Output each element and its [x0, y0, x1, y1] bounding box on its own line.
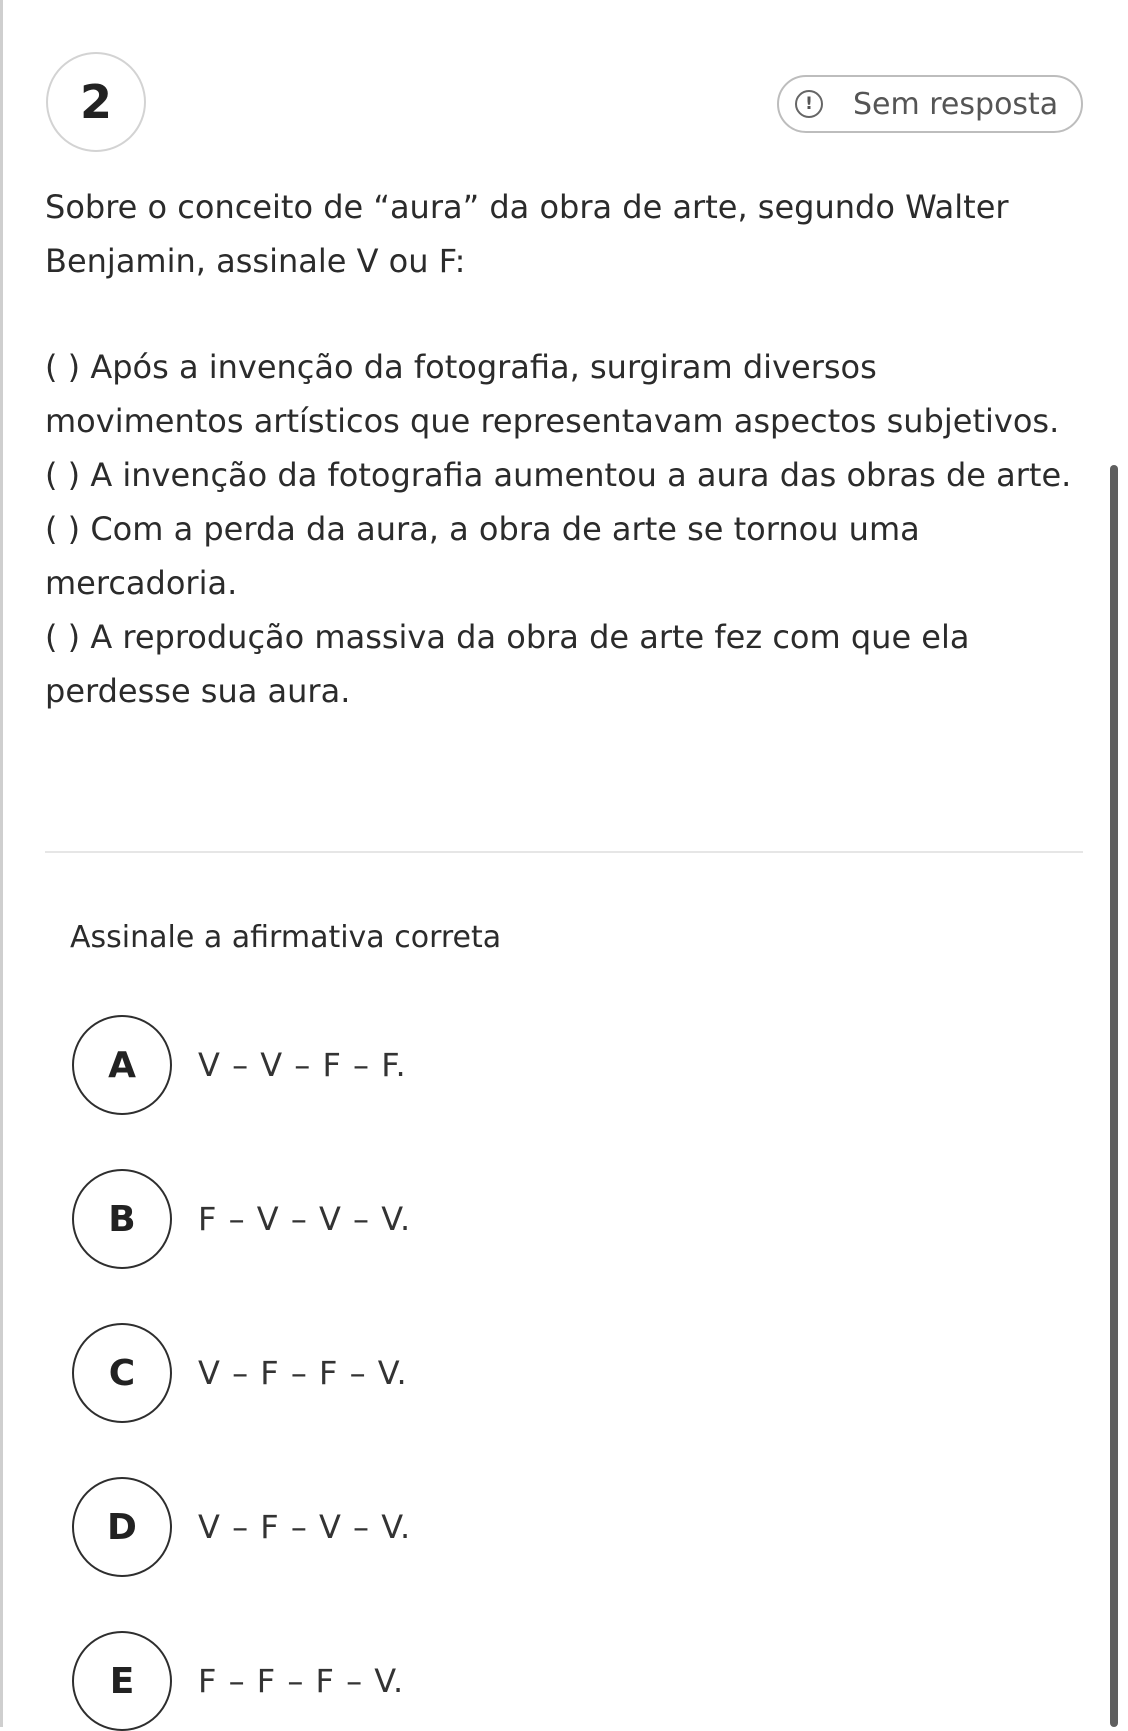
statement-item-2: ( ) A invenção da fotografia aumentou a aura das obras de arte. — [45, 456, 1072, 494]
option-d[interactable] — [72, 1477, 411, 1577]
alert-circle-icon: ! — [795, 90, 823, 118]
option-letter[interactable]: E — [72, 1631, 172, 1731]
option-text: V – F – V – V. — [198, 1508, 412, 1546]
scrollbar[interactable] — [1110, 465, 1118, 1727]
option-letter[interactable]: B — [72, 1169, 172, 1269]
option-letter[interactable]: A — [72, 1015, 172, 1115]
option-text: V – F – F – V. — [198, 1354, 408, 1392]
option-letter[interactable]: D — [72, 1477, 172, 1577]
question-number: 2 — [46, 52, 146, 152]
left-border — [0, 0, 3, 1727]
question-statement — [45, 180, 1085, 718]
option-text: V – V – F – F. — [198, 1046, 407, 1084]
statement-intro: Sobre o conceito de “aura” da obra de arte, segundo Walter Benjamin, assinale V ou F: — [45, 188, 1009, 280]
option-a[interactable] — [72, 1015, 407, 1115]
option-text: F – F – F – V. — [198, 1662, 405, 1700]
option-text: F – V – V – V. — [198, 1200, 412, 1238]
statement-item-4: ( ) A reprodução massiva da obra de arte fez com que ela perdesse sua aura. — [45, 618, 970, 710]
instruction-text: Assinale a afirmativa correta — [70, 920, 502, 955]
status-badge — [777, 75, 1083, 133]
option-e[interactable] — [72, 1631, 404, 1731]
statement-item-1: ( ) Após a invenção da fotografia, surgiram diversos movimentos artísticos que representavam aspectos subjetivos. — [45, 348, 1060, 440]
status-label: Sem resposta — [853, 86, 1059, 122]
statement-item-3: ( ) Com a perda da aura, a obra de arte se tornou uma mercadoria. — [45, 510, 920, 602]
option-c[interactable] — [72, 1323, 408, 1423]
option-b[interactable] — [72, 1169, 411, 1269]
divider — [45, 851, 1083, 853]
option-letter[interactable]: C — [72, 1323, 172, 1423]
